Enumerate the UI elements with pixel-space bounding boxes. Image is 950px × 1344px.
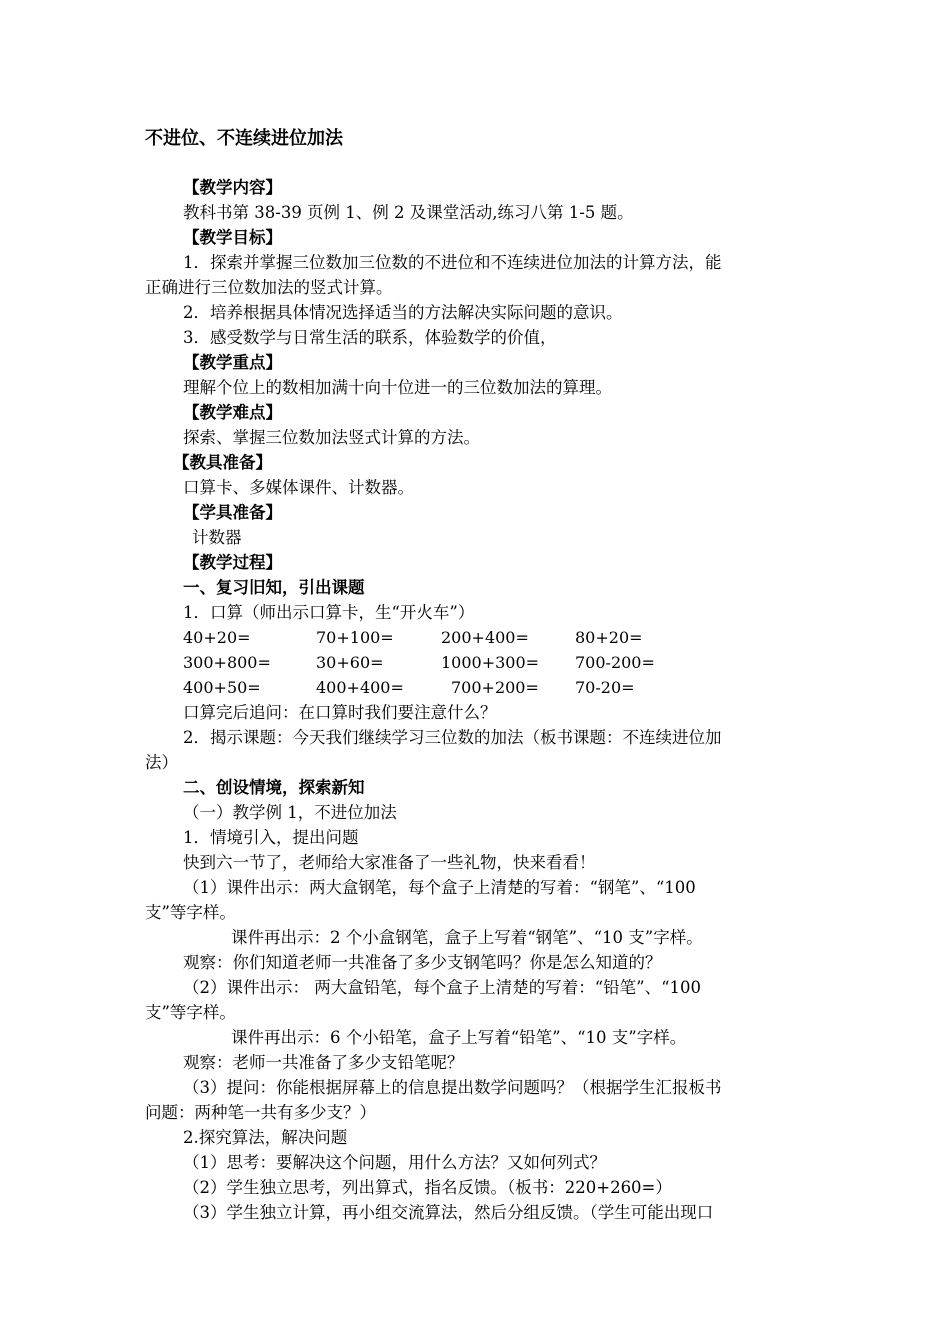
section-2-heading: 二、创设情境，探索新知 — [183, 778, 365, 797]
header-process: 【教学过程】 — [183, 553, 282, 572]
oral-cell: 700+200= — [451, 678, 539, 697]
part3-a: （3）提问：你能根据屏幕上的信息提出数学问题吗？（根据学生汇报板书 — [183, 1078, 722, 1097]
key-text: 理解个位上的数相加满十向十位进一的三位数加法的算理。 — [183, 378, 612, 397]
oral-cell: 400+50= — [183, 678, 261, 697]
oral-intro: 1．口算（师出示口算卡，生“开火车”） — [183, 603, 475, 622]
content-text: 教科书第 38-39 页例 1、例 2 及课堂活动,练习八第 1-5 题。 — [183, 203, 634, 222]
step-1: 1．情境引入，提出问题 — [183, 828, 359, 847]
children-day: 快到六一节了，老师给大家准备了一些礼物，快来看看！ — [183, 853, 596, 872]
part2-a: （2）课件出示： 两大盒铅笔，每个盒子上清楚的写着：“铅笔”、“100 — [183, 978, 702, 997]
reveal-a: 2．揭示课题：今天我们继续学习三位数的加法（板书课题：不连续进位加 — [183, 728, 722, 747]
step2-3: （3）学生独立计算，再小组交流算法，然后分组反馈。（学生可能出现口 — [183, 1203, 714, 1222]
part1-b: 支”等字样。 — [145, 903, 236, 922]
part1-c: 课件再出示：2 个小盒钢笔，盒子上写着“钢笔”、“10 支”字样。 — [231, 928, 703, 947]
oral-followup: 口算完后追问：在口算时我们要注意什么？ — [183, 703, 497, 722]
oral-cell: 1000+300= — [441, 653, 540, 672]
header-goals: 【教学目标】 — [183, 228, 282, 247]
oral-cell: 200+400= — [441, 628, 529, 647]
oral-cell: 300+800= — [183, 653, 271, 672]
goal-1b: 正确进行三位数加法的竖式计算。 — [145, 278, 393, 297]
header-key-points: 【教学重点】 — [183, 353, 282, 372]
header-teacher-tools: 【教具准备】 — [173, 453, 272, 472]
goal-2: 2．培养根据具体情况选择适当的方法解决实际问题的意识。 — [183, 303, 623, 322]
goal-1a: 1．探索并掌握三位数加三位数的不进位和不连续进位加法的计算方法，能 — [183, 253, 722, 272]
part2-b: 支”等字样。 — [145, 1003, 236, 1022]
oral-cell: 70+100= — [316, 628, 394, 647]
header-student-tools: 【学具准备】 — [183, 503, 282, 522]
part1-a: （1）课件出示：两大盒钢笔，每个盒子上清楚的写着：“钢笔”、“100 — [183, 878, 696, 897]
oral-cell: 80+20= — [575, 628, 643, 647]
oral-cell: 400+400= — [316, 678, 404, 697]
goal-3: 3．感受数学与日常生活的联系，体验数学的价值， — [183, 328, 557, 347]
document-title: 不进位、不连续进位加法 — [145, 128, 343, 149]
oral-cell: 700-200= — [575, 653, 655, 672]
reveal-b: 法） — [145, 753, 178, 772]
step-2: 2.探究算法，解决问题 — [183, 1128, 348, 1147]
step2-2: （2）学生独立思考，列出算式，指名反馈。（板书：220+260=） — [183, 1178, 672, 1197]
header-content: 【教学内容】 — [183, 178, 282, 197]
part2-observe: 观察：老师一共准备了多少支铅笔呢？ — [183, 1053, 464, 1072]
difficulty-text: 探索、掌握三位数加法竖式计算的方法。 — [183, 428, 480, 447]
teacher-tools-text: 口算卡、多媒体课件、计数器。 — [183, 478, 414, 497]
part2-c: 课件再出示：6 个小铅笔，盒子上写着“铅笔”、“10 支”字样。 — [231, 1028, 687, 1047]
step2-1: （1）思考：要解决这个问题，用什么方法？又如何列式？ — [183, 1153, 606, 1172]
student-tools-text: 计数器 — [192, 528, 242, 547]
oral-cell: 70-20= — [575, 678, 635, 697]
oral-cell: 40+20= — [183, 628, 251, 647]
oral-cell: 30+60= — [316, 653, 384, 672]
example-1: （一）教学例 1，不进位加法 — [183, 803, 397, 822]
header-difficulties: 【教学难点】 — [183, 403, 282, 422]
part3-b: 问题：两种笔一共有多少支？） — [145, 1103, 376, 1122]
section-1-heading: 一、复习旧知，引出课题 — [183, 578, 365, 597]
part1-observe: 观察：你们知道老师一共准备了多少支钢笔吗？你是怎么知道的？ — [183, 953, 662, 972]
